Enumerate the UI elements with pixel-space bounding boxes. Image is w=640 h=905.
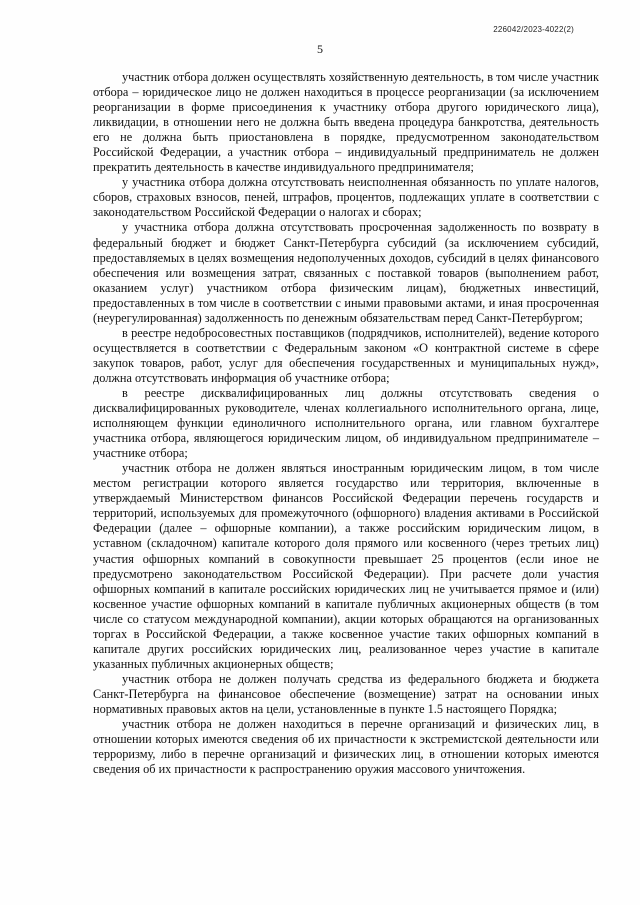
paragraph-unfair-suppliers-registry: в реестре недобросовестных поставщиков (подрядчиков, исполнителей), ведение которого осуществляется в соответствии с Федеральным законом «О контрактной системе в сфере закупок товаров, работ, услуг для обеспечения государственных и муниципальных нужд», должна отсутствовать информация об участнике отбора; [93, 325, 599, 385]
page-number: 5 [317, 42, 323, 56]
document-body [93, 70, 599, 777]
paragraph-overdue-debt: у участника отбора должна отсутствовать просроченная задолженность по возврату в федеральный бюджет и бюджет Санкт-Петербурга субсидий (за исключением субсидий, предоставляемых в целях возмещения недополученных доходов, субсидий в целях финансового обеспечения или возмещения затрат, связанных с поставкой товаров (выполнением работ, оказанием услуг) участником отбора физическим лицам), бюджетных инвестиций, предоставленных в том числе в соответствии с иными правовыми актами, и иная просроченная (неурегулированная) задолженность по денежным обязательствам перед Санкт-Петербургом; [93, 220, 599, 325]
paragraph-business-activity: участник отбора должен осуществлять хозяйственную деятельность, в том числе участник отбора – юридическое лицо не должен находиться в процессе реорганизации (за исключением реорганизации в форме присоединения к участнику отбора другого юридического лица), ликвидации, в отношении него не должна быть введена процедура банкротства, деятельность его не должна быть приостановлена в порядке, предусмотренном законодательством Российской Федерации, а участник отбора – индивидуальный предприниматель не должен прекратить деятельность в качестве индивидуального предпринимателя; [93, 70, 599, 175]
paragraph-tax-obligations: у участника отбора должна отсутствовать неисполненная обязанность по уплате налогов, сборов, страховых взносов, пеней, штрафов, процентов, подлежащих уплате в соответствии с законодательством Российской Федерации о налогах и сборах; [93, 175, 599, 220]
paragraph-offshore-companies: участник отбора не должен являться иностранным юридическим лицом, в том числе местом регистрации которого является государство или территория, включенные в утверждаемый Министерством финансов Российской Федерации перечень государств и территорий, используемых для промежуточного (офшорного) владения активами в Российской Федерации (далее – офшорные компании), а также российским юридическим лицом, в уставном (складочном) капитале которого доля прямого или косвенного (через третьих лиц) участия офшорных компаний в совокупности превышает 25 процентов (если иное не предусмотрено законодательством Российской Федерации). При расчете доли участия офшорных компаний в капитале российских юридических лиц не учитывается прямое и (или) косвенное участие офшорных компаний в капитале публичных акционерных обществ (в том числе со статусом международной компании), акции которых обращаются на организованных торгах в Российской Федерации, а также косвенное участие таких офшорных компаний в капитале других российских юридических лиц, реализованное через участие в капитале указанных публичных акционерных обществ; [93, 461, 599, 671]
paragraph-disqualified-persons-registry: в реестре дисквалифицированных лиц должны отсутствовать сведения о дисквалифицированных руководителе, членах коллегиального исполнительного органа, лице, исполняющем функции единоличного исполнительного органа, или главном бухгалтере участника отбора, являющегося юридическим лицом, об индивидуальном предпринимателе – участнике отбора; [93, 385, 599, 461]
paragraph-budget-funds: участник отбора не должен получать средства из федерального бюджета и бюджета Санкт-Петербурга на финансовое обеспечение (возмещение) затрат на основании иных нормативных правовых актов на цели, установленные в пункте 1.5 настоящего Порядка; [93, 671, 599, 716]
paragraph-extremism-list: участник отбора не должен находиться в перечне организаций и физических лиц, в отношении которых имеются сведения об их причастности к экстремистской деятельности или терроризму, либо в перечне организаций и физических лиц, в отношении которых имеются сведения об их причастности к распространению оружия массового уничтожения. [93, 717, 599, 777]
document-number: 226042/2023-4022(2) [493, 25, 574, 34]
